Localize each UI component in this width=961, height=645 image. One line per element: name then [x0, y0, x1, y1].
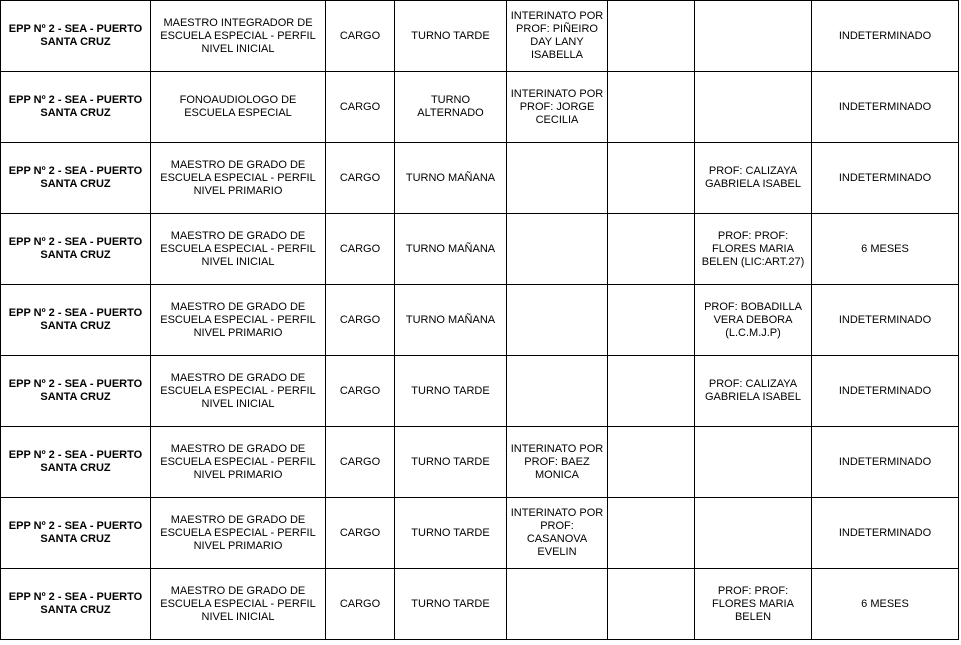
type-cell: CARGO [326, 143, 395, 214]
table-row [1, 498, 959, 569]
interim-cell [507, 143, 608, 214]
type-cell: CARGO [326, 427, 395, 498]
duration-cell: INDETERMINADO [812, 427, 959, 498]
empty-cell [608, 356, 695, 427]
table-row [1, 356, 959, 427]
duration-cell: INDETERMINADO [812, 1, 959, 72]
duration-cell: 6 MESES [812, 569, 959, 640]
position-cell: MAESTRO DE GRADO DE ESCUELA ESPECIAL - PERFIL NIVEL INICIAL [151, 356, 326, 427]
duration-cell: 6 MESES [812, 214, 959, 285]
empty-cell [608, 498, 695, 569]
shift-cell: TURNO TARDE [395, 1, 507, 72]
shift-cell: TURNO TARDE [395, 356, 507, 427]
school-cell: EPP Nº 2 - SEA - PUERTO SANTA CRUZ [1, 569, 151, 640]
school-cell: EPP Nº 2 - SEA - PUERTO SANTA CRUZ [1, 143, 151, 214]
position-cell: MAESTRO DE GRADO DE ESCUELA ESPECIAL - PERFIL NIVEL PRIMARIO [151, 498, 326, 569]
school-cell: EPP Nº 2 - SEA - PUERTO SANTA CRUZ [1, 498, 151, 569]
interim-cell: INTERINATO POR PROF: JORGE CECILIA [507, 72, 608, 143]
duration-cell: INDETERMINADO [812, 356, 959, 427]
shift-cell: TURNO TARDE [395, 569, 507, 640]
duration-cell: INDETERMINADO [812, 285, 959, 356]
school-cell: EPP Nº 2 - SEA - PUERTO SANTA CRUZ [1, 285, 151, 356]
position-cell: MAESTRO INTEGRADOR DE ESCUELA ESPECIAL - PERFIL NIVEL INICIAL [151, 1, 326, 72]
duration-cell: INDETERMINADO [812, 143, 959, 214]
table-row [1, 1, 959, 72]
substitute-cell: PROF: CALIZAYA GABRIELA ISABEL [695, 143, 812, 214]
empty-cell [608, 72, 695, 143]
substitute-cell [695, 1, 812, 72]
type-cell: CARGO [326, 285, 395, 356]
type-cell: CARGO [326, 498, 395, 569]
shift-cell: TURNO MAÑANA [395, 143, 507, 214]
substitute-cell [695, 72, 812, 143]
substitute-cell: PROF: PROF: FLORES MARIA BELEN (LIC:ART.27) [695, 214, 812, 285]
type-cell: CARGO [326, 72, 395, 143]
table-row [1, 72, 959, 143]
shift-cell: TURNO MAÑANA [395, 285, 507, 356]
substitute-cell [695, 427, 812, 498]
interim-cell [507, 285, 608, 356]
interim-cell [507, 214, 608, 285]
shift-cell: TURNO MAÑANA [395, 214, 507, 285]
school-cell: EPP Nº 2 - SEA - PUERTO SANTA CRUZ [1, 214, 151, 285]
table-body [1, 1, 959, 640]
empty-cell [608, 143, 695, 214]
position-cell: MAESTRO DE GRADO DE ESCUELA ESPECIAL - PERFIL NIVEL PRIMARIO [151, 427, 326, 498]
position-cell: MAESTRO DE GRADO DE ESCUELA ESPECIAL - PERFIL NIVEL PRIMARIO [151, 143, 326, 214]
type-cell: CARGO [326, 569, 395, 640]
empty-cell [608, 427, 695, 498]
duration-cell: INDETERMINADO [812, 498, 959, 569]
duration-cell: INDETERMINADO [812, 72, 959, 143]
shift-cell: TURNO TARDE [395, 498, 507, 569]
type-cell: CARGO [326, 356, 395, 427]
substitute-cell: PROF: BOBADILLA VERA DEBORA (L.C.M.J.P) [695, 285, 812, 356]
interim-cell [507, 569, 608, 640]
substitute-cell: PROF: CALIZAYA GABRIELA ISABEL [695, 356, 812, 427]
table-row [1, 285, 959, 356]
position-cell: MAESTRO DE GRADO DE ESCUELA ESPECIAL - PERFIL NIVEL PRIMARIO [151, 285, 326, 356]
substitute-cell [695, 498, 812, 569]
school-cell: EPP Nº 2 - SEA - PUERTO SANTA CRUZ [1, 427, 151, 498]
table-row [1, 214, 959, 285]
empty-cell [608, 569, 695, 640]
interim-cell [507, 356, 608, 427]
table-row [1, 143, 959, 214]
substitute-cell: PROF: PROF: FLORES MARIA BELEN [695, 569, 812, 640]
school-cell: EPP Nº 2 - SEA - PUERTO SANTA CRUZ [1, 72, 151, 143]
interim-cell: INTERINATO POR PROF: CASANOVA EVELIN [507, 498, 608, 569]
type-cell: CARGO [326, 1, 395, 72]
shift-cell: TURNO ALTERNADO [395, 72, 507, 143]
position-cell: MAESTRO DE GRADO DE ESCUELA ESPECIAL - PERFIL NIVEL INICIAL [151, 569, 326, 640]
shift-cell: TURNO TARDE [395, 427, 507, 498]
empty-cell [608, 1, 695, 72]
interim-cell: INTERINATO POR PROF: PIÑEIRO DAY LANY ISABELLA [507, 1, 608, 72]
empty-cell [608, 285, 695, 356]
position-cell: FONOAUDIOLOGO DE ESCUELA ESPECIAL [151, 72, 326, 143]
table-row [1, 569, 959, 640]
table-row [1, 427, 959, 498]
interim-cell: INTERINATO POR PROF: BAEZ MONICA [507, 427, 608, 498]
type-cell: CARGO [326, 214, 395, 285]
school-cell: EPP Nº 2 - SEA - PUERTO SANTA CRUZ [1, 1, 151, 72]
position-cell: MAESTRO DE GRADO DE ESCUELA ESPECIAL - PERFIL NIVEL INICIAL [151, 214, 326, 285]
empty-cell [608, 214, 695, 285]
school-cell: EPP Nº 2 - SEA - PUERTO SANTA CRUZ [1, 356, 151, 427]
